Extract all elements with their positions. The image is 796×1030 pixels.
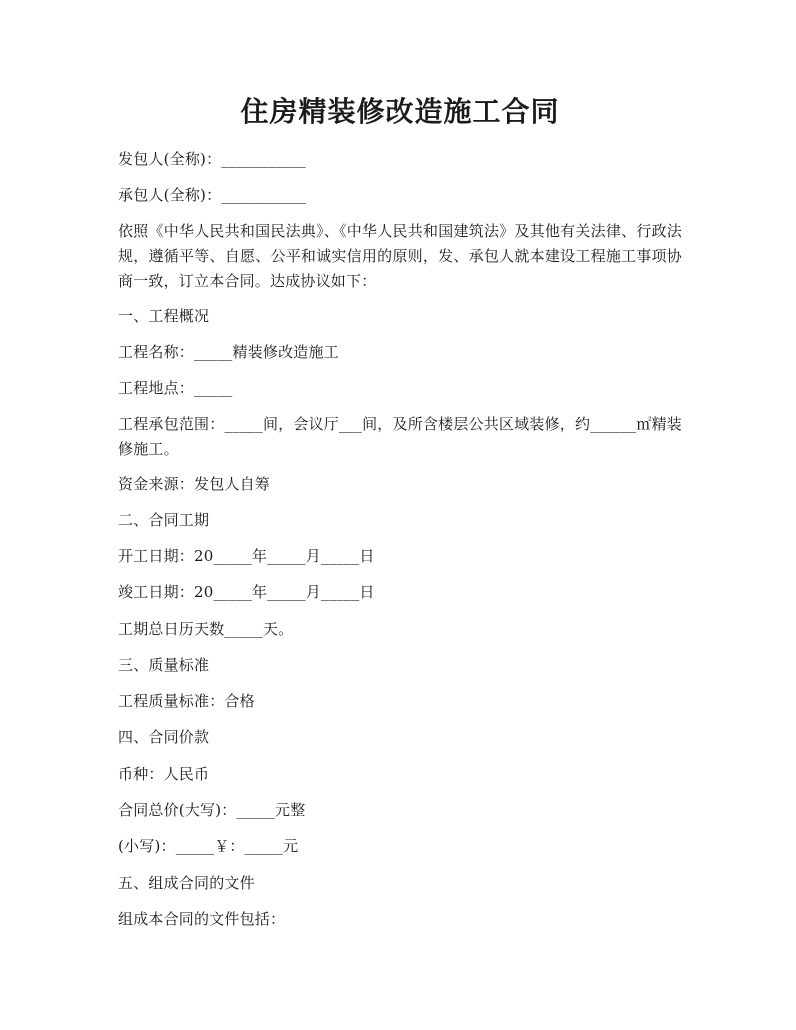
start-date-line: 开工日期：20_____年_____月_____日 bbox=[118, 547, 375, 565]
total-days-line: 工期总日历天数_____天。 bbox=[118, 620, 294, 638]
section-heading-price: 四、合同价款 bbox=[118, 728, 210, 746]
project-scope-paragraph: 工程承包范围：_____间，会议厅___间，及所含楼层公共区域装修，约______㎡精装修施工。 bbox=[118, 415, 682, 458]
section-heading-documents: 五、组成合同的文件 bbox=[118, 874, 255, 892]
documents-intro-line: 组成本合同的文件包括： bbox=[118, 910, 286, 928]
section-heading-overview: 一、工程概况 bbox=[118, 307, 210, 325]
completion-date-line: 竣工日期：20_____年_____月_____日 bbox=[118, 583, 375, 601]
project-name-line: 工程名称：_____精装修改造施工 bbox=[118, 343, 339, 361]
section-heading-quality: 三、质量标准 bbox=[118, 656, 210, 674]
currency-line: 币种：人民币 bbox=[118, 765, 210, 783]
quality-standard-line: 工程质量标准：合格 bbox=[118, 692, 255, 710]
document-title: 住房精装修改造施工合同 bbox=[240, 95, 560, 128]
total-price-figures-line: (小写)：_____￥：_____元 bbox=[118, 837, 299, 855]
preamble-paragraph: 依照《中华人民共和国民法典》、《中华人民共和国建筑法》及其他有关法律、行政法规，遵循平等、自愿、公平和诚实信用的原则，发、承包人就本建设工程施工事项协商一致，订立本合同。达成协议如下： bbox=[118, 222, 682, 290]
contractor-line: 承包人(全称)：___________ bbox=[118, 186, 307, 204]
project-location-line: 工程地点：_____ bbox=[118, 379, 233, 397]
funding-source-line: 资金来源：发包人自筹 bbox=[118, 475, 271, 493]
section-heading-duration: 二、合同工期 bbox=[118, 511, 210, 529]
employer-line: 发包人(全称)：___________ bbox=[118, 150, 307, 168]
total-price-words-line: 合同总价(大写)：_____元整 bbox=[118, 801, 306, 819]
